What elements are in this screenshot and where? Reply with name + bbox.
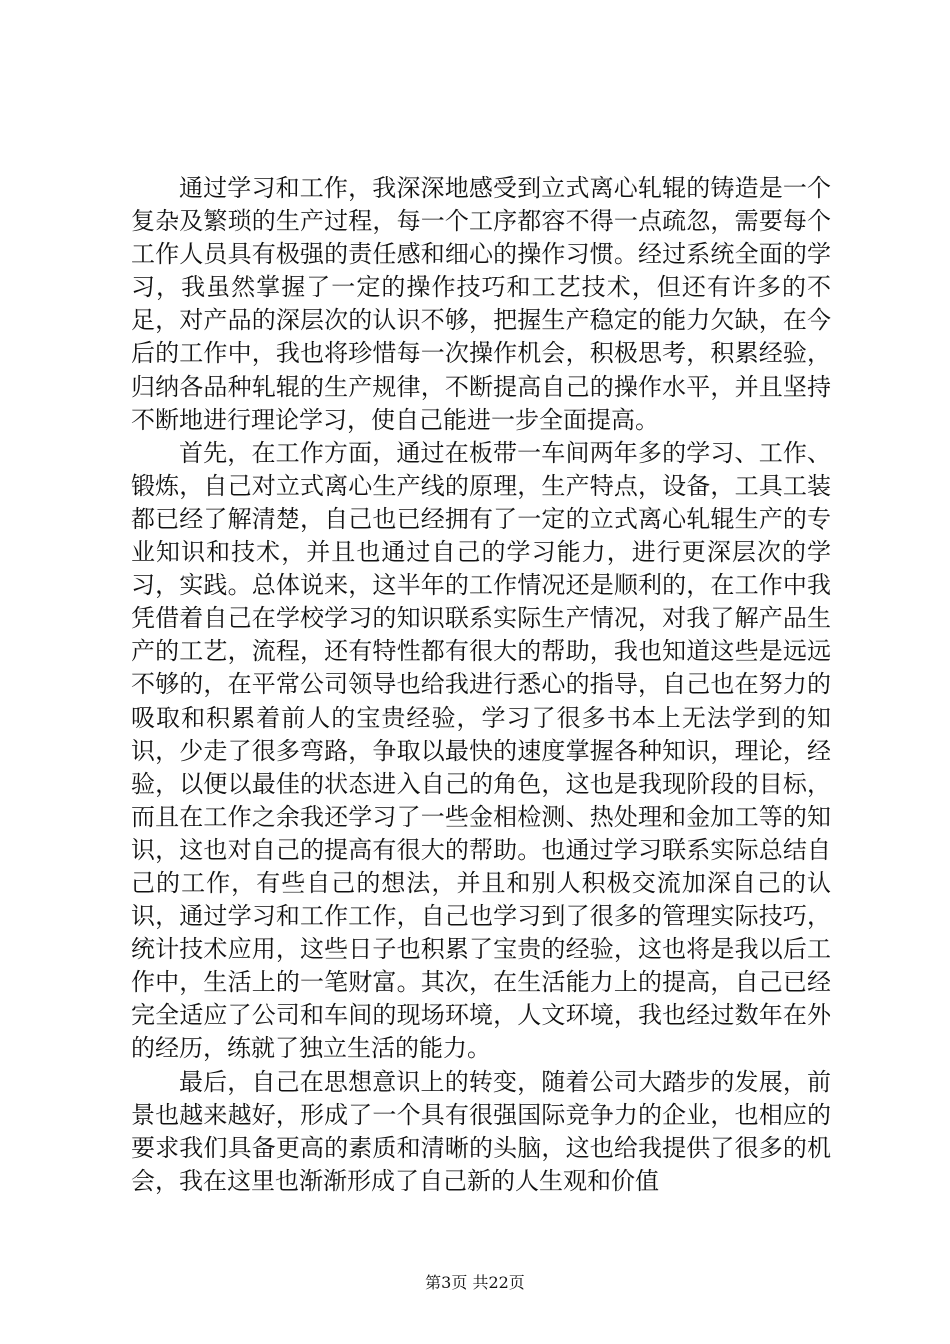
paragraph-3: 最后，自己在思想意识上的转变，随着公司大踏步的发展，前景也越来越好，形成了一个具有很强国际竞争力的企业，也相应的要求我们具备更高的素质和清晰的头脑，这也给我提供了很多的机会，我在这里也渐渐形成了自己新的人生观和价值	[131, 1067, 831, 1195]
page-footer: 第3页 共22页	[425, 1273, 525, 1292]
paragraph-1: 通过学习和工作，我深深地感受到立式离心轧辊的铸造是一个复杂及繁琐的生产过程，每一个工序都容不得一点疏忽，需要每个工作人员具有极强的责任感和细心的操作习惯。经过系统全面的学习，我虽然掌握了一定的操作技巧和工艺技术，但还有许多的不足，对产品的深层次的认识不够，把握生产稳定的能力欠缺，在今后的工作中，我也将珍惜每一次操作机会，积极思考，积累经验，归纳各品种轧辊的生产规律，不断提高自己的操作水平，并且坚持不断地进行理论学习，使自己能进一步全面提高。	[131, 174, 831, 434]
paragraph-2: 首先，在工作方面，通过在板带一车间两年多的学习、工作、锻炼，自己对立式离心生产线的原理，生产特点，设备，工具工装都已经了解清楚，自己也已经拥有了一定的立式离心轧辊生产的专业知识和技术，并且也通过自己的学习能力，进行更深层次的学习，实践。总体说来，这半年的工作情况还是顺利的，在工作中我凭借着自己在学校学习的知识联系实际生产情况，对我了解产品生产的工艺，流程，还有特性都有很大的帮助，我也知道这些是远远不够的，在平常公司领导也给我进行悉心的指导，自己也在努力的吸取和积累着前人的宝贵经验，学习了很多书本上无法学到的知识，少走了很多弯路，争取以最快的速度掌握各种知识，理论，经验，以便以最佳的状态进入自己的角色，这也是我现阶段的目标，而且在工作之余我还学习了一些金相检测、热处理和金加工等的知识，这也对自己的提高有很大的帮助。也通过学习联系实际总结自己的工作，有些自己的想法，并且和别人积极交流加深自己的认识，通过学习和工作工作，自己也学习到了很多的管理实际技巧，统计技术应用，这些日子也积累了宝贵的经验，这也将是我以后工作中，生活上的一笔财富。其次，在生活能力上的提高，自己已经完全适应了公司和车间的现场环境，人文环境，我也经过数年在外的经历，练就了独立生活的能力。	[131, 438, 831, 1063]
document-body	[131, 172, 831, 1198]
